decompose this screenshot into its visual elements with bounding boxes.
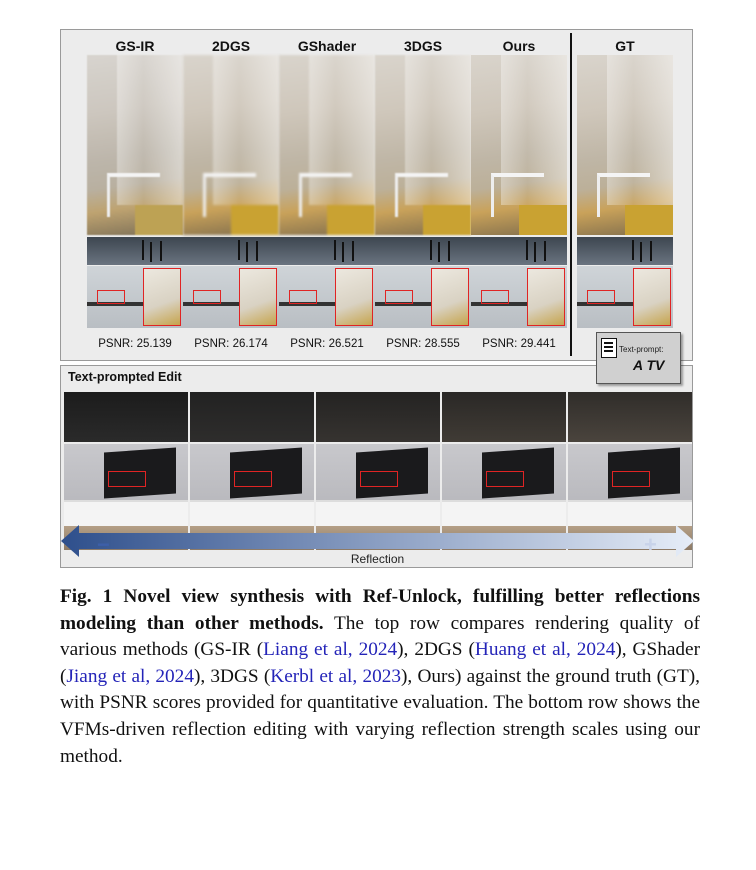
method-label-gshader: GShader xyxy=(297,38,357,54)
caption-text: ), 2DGS ( xyxy=(397,639,475,661)
highlight-box xyxy=(335,268,373,326)
highlight-box xyxy=(633,268,671,326)
highlight-box xyxy=(481,290,509,304)
reflection-label: Reflection xyxy=(350,552,405,566)
psnr-gshader: PSNR: 26.521 xyxy=(290,338,364,350)
psnr-2dgs: PSNR: 26.174 xyxy=(194,338,268,350)
caption-text: The top row compares rendering quality of various methods (GS-IR ( xyxy=(60,612,700,661)
highlight-box xyxy=(587,290,615,304)
citation-link[interactable]: Huang et al, 2024 xyxy=(474,639,616,661)
text-prompt-value: A TV xyxy=(633,357,665,373)
edit-panel xyxy=(60,365,693,568)
render-crop-zoom xyxy=(577,266,673,328)
render-crop-strip xyxy=(471,237,567,265)
citation-link[interactable]: Kerbl et al, 2023 xyxy=(270,665,402,687)
method-label-gs-ir: GS-IR xyxy=(115,38,155,54)
method-label-2dgs: 2DGS xyxy=(211,38,251,54)
psnr-gs-ir: PSNR: 25.139 xyxy=(98,338,172,350)
highlight-box xyxy=(143,268,181,326)
render-crop-strip xyxy=(87,237,183,265)
document-icon xyxy=(601,338,617,358)
render-main-image xyxy=(471,55,567,235)
render-main-image xyxy=(183,55,279,235)
render-crop-strip xyxy=(375,237,471,265)
caption-text: ), 3DGS ( xyxy=(193,665,271,687)
plus-icon: + xyxy=(644,532,657,557)
render-crop-zoom xyxy=(87,266,183,328)
edit-crop-strip xyxy=(64,392,188,442)
highlight-box xyxy=(385,290,413,304)
highlight-box xyxy=(193,290,221,304)
render-crop-zoom xyxy=(183,266,279,328)
render-crop-strip xyxy=(279,237,375,265)
highlight-box xyxy=(234,471,272,487)
render-main-image xyxy=(577,55,673,235)
render-crop-strip xyxy=(183,237,279,265)
render-crop-zoom xyxy=(471,266,567,328)
method-label-ours: Ours xyxy=(502,38,536,54)
render-main-image xyxy=(87,55,183,235)
citation-link[interactable]: Liang et al, 2024 xyxy=(263,639,398,661)
psnr-ours: PSNR: 29.441 xyxy=(482,338,556,350)
highlight-box xyxy=(431,268,469,326)
render-crop-strip xyxy=(577,237,673,265)
edit-crop-strip xyxy=(442,392,566,442)
highlight-box xyxy=(360,471,398,487)
citation-link[interactable]: Jiang et al, 2024 xyxy=(66,665,194,687)
highlight-box xyxy=(486,471,524,487)
text-prompt-label: Text-prompt: xyxy=(619,345,664,354)
edit-panel-title: Text-prompted Edit xyxy=(68,370,182,384)
method-label-gt: GT xyxy=(615,38,635,54)
caption-text: ), Ours) against the ground truth (GT), with PSNR scores provided for quantitative evaluation. The bottom row shows the VFMs-driven reflection editing with varying reflection strength scales using our method. xyxy=(60,665,700,767)
minus-icon: − xyxy=(97,532,110,557)
highlight-box xyxy=(97,290,125,304)
caption-text: ), GShader ( xyxy=(60,639,701,687)
highlight-box xyxy=(108,471,146,487)
highlight-box xyxy=(289,290,317,304)
highlight-box xyxy=(612,471,650,487)
edit-crop-strip xyxy=(568,392,692,442)
edit-crop-strip xyxy=(316,392,440,442)
comparison-panel xyxy=(60,29,693,361)
edit-crop-strip xyxy=(190,392,314,442)
text-prompt-callout xyxy=(596,332,681,384)
psnr-3dgs: PSNR: 28.555 xyxy=(386,338,460,350)
method-label-3dgs: 3DGS xyxy=(403,38,443,54)
render-main-image xyxy=(279,55,375,235)
gt-divider xyxy=(570,33,572,356)
highlight-box xyxy=(239,268,277,326)
render-crop-zoom xyxy=(279,266,375,328)
figure-caption xyxy=(60,584,700,770)
caption-heading: Fig. 1 Novel view synthesis with Ref-Unlock, fulfilling better reflections modeling than other methods. xyxy=(60,586,700,634)
render-main-image xyxy=(375,55,471,235)
render-crop-zoom xyxy=(375,266,471,328)
highlight-box xyxy=(527,268,565,326)
